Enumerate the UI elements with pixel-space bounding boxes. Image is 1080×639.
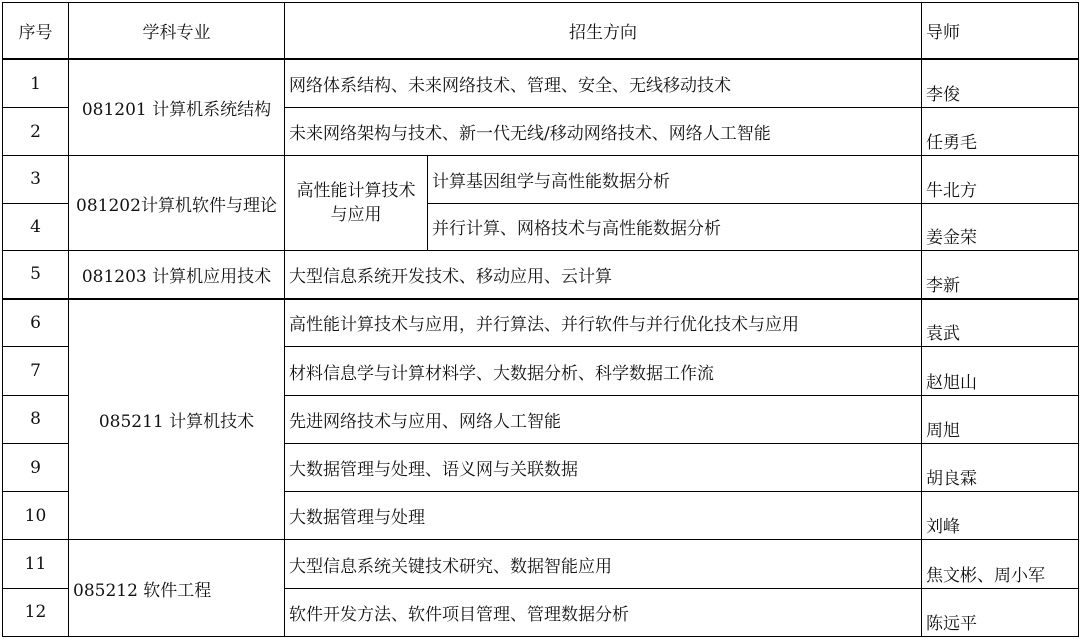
mentor-cell: 胡良霖 (922, 443, 1079, 491)
direction-cell: 未来网络架构与技术、新一代无线/移动网络技术、网络人工智能 (285, 108, 922, 156)
subject-cell: 085211 计算机技术 (69, 299, 285, 540)
row-no: 7 (3, 347, 69, 395)
mentor-cell: 李俊 (922, 59, 1079, 107)
direction-cell: 高性能计算技术与应用，并行算法、并行软件与并行优化技术与应用 (285, 299, 922, 347)
header-subject: 学科专业 (69, 3, 285, 60)
row-no: 12 (3, 588, 69, 636)
subgroup-line: 高性能计算技术 (296, 181, 416, 202)
direction-cell: 大数据管理与处理 (285, 492, 922, 540)
table-row (3, 540, 1079, 588)
mentor-cell: 李新 (922, 250, 1079, 298)
direction-cell: 软件开发方法、软件项目管理、管理数据分析 (285, 588, 922, 636)
mentor-cell: 赵旭山 (922, 347, 1079, 395)
row-no: 2 (3, 108, 69, 156)
mentor-cell: 牛北方 (922, 156, 1079, 203)
mentor-cell: 焦文彬、周小军 (922, 540, 1079, 588)
mentor-cell: 刘峰 (922, 492, 1079, 540)
subgroup-cell (285, 156, 428, 251)
direction-cell: 大型信息系统开发技术、移动应用、云计算 (285, 250, 922, 298)
direction-cell: 大数据管理与处理、语义网与关联数据 (285, 443, 922, 491)
direction-cell: 材料信息学与计算材料学、大数据分析、科学数据工作流 (285, 347, 922, 395)
direction-cell: 并行计算、网格技术与高性能数据分析 (428, 203, 922, 250)
row-no: 3 (3, 156, 69, 203)
row-no: 6 (3, 299, 69, 347)
subject-cell: 081203 计算机应用技术 (69, 250, 285, 298)
row-no: 4 (3, 203, 69, 250)
row-no: 5 (3, 250, 69, 298)
mentor-cell: 任勇毛 (922, 108, 1079, 156)
row-no: 9 (3, 443, 69, 491)
header-mentor: 导师 (922, 3, 1079, 60)
direction-cell: 先进网络技术与应用、网络人工智能 (285, 395, 922, 443)
subject-cell: 085212 软件工程 (69, 540, 285, 637)
header-direction: 招生方向 (285, 3, 922, 60)
row-no: 8 (3, 395, 69, 443)
mentor-cell: 周旭 (922, 395, 1079, 443)
mentor-cell: 姜金荣 (922, 203, 1079, 250)
subject-cell: 081202计算机软件与理论 (69, 156, 285, 251)
subject-cell: 081201 计算机系统结构 (69, 59, 285, 156)
row-no: 1 (3, 59, 69, 107)
row-no: 10 (3, 492, 69, 540)
row-no: 11 (3, 540, 69, 588)
header-row (3, 3, 1079, 60)
direction-cell: 大型信息系统关键技术研究、数据智能应用 (285, 540, 922, 588)
direction-cell: 计算基因组学与高性能数据分析 (428, 156, 922, 203)
mentor-cell: 袁武 (922, 299, 1079, 347)
mentor-cell: 陈远平 (922, 588, 1079, 636)
table-row (3, 250, 1079, 298)
admissions-table (2, 2, 1079, 637)
table-row (3, 299, 1079, 347)
subgroup-line: 与应用 (330, 205, 382, 226)
direction-cell: 网络体系结构、未来网络技术、管理、安全、无线移动技术 (285, 59, 922, 107)
table-row (3, 59, 1079, 107)
header-no: 序号 (3, 3, 69, 60)
table-row (3, 156, 1079, 203)
